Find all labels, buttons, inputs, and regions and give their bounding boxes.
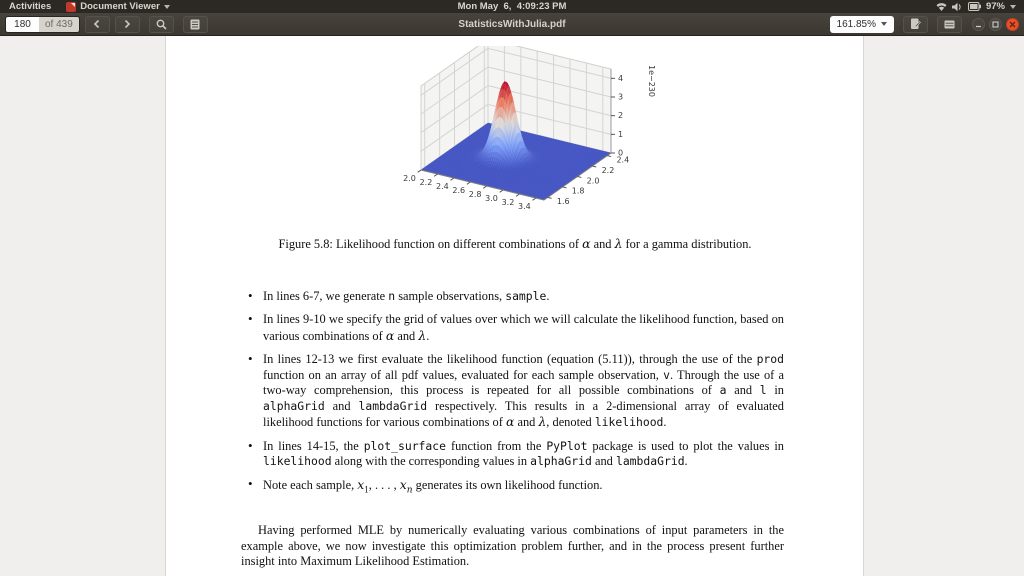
search-icon [156, 19, 167, 30]
annotation-icon [910, 18, 921, 30]
pdf-page [165, 36, 864, 576]
battery-icon [968, 2, 981, 11]
activities-button[interactable]: Activities [9, 1, 52, 12]
next-page-button[interactable] [115, 16, 140, 33]
bullet-list [263, 289, 784, 507]
close-icon [1009, 21, 1016, 28]
app-menu[interactable] [60, 0, 176, 13]
volume-icon [952, 2, 963, 12]
document-title: StatisticsWithJulia.pdf [458, 18, 566, 30]
wifi-icon [936, 2, 947, 12]
battery-percent: 97% [985, 1, 1005, 12]
minimize-icon [975, 21, 982, 28]
list-item: • In lines 14-15, the plot_surface function from the PyPlot package is used to plot the values in likelihood along with the corresponding values in alphaGrid and lambdaGrid. [263, 439, 784, 470]
system-tray[interactable] [936, 1, 1024, 12]
close-button[interactable] [1006, 18, 1019, 31]
gnome-top-bar [0, 0, 1024, 13]
hamburger-menu-icon [944, 20, 955, 29]
maximize-icon [992, 21, 999, 28]
list-item: • In lines 6-7, we generate n sample observations, sample. [263, 289, 784, 305]
minimize-button[interactable] [972, 18, 985, 31]
app-menu-label: Document Viewer [80, 1, 160, 12]
list-item: • Note each sample, $x_1$, . . . , $x_n$ generates its own likelihood function. [263, 477, 784, 499]
search-button[interactable] [149, 16, 174, 33]
chevron-left-icon [93, 19, 101, 29]
page-total-label: of 439 [39, 17, 79, 32]
window-controls [972, 18, 1019, 31]
menu-button[interactable] [937, 16, 962, 33]
chevron-down-icon [164, 5, 170, 9]
figure-5-8 [386, 46, 686, 231]
clock[interactable]: Mon May 6, 4:09:23 PM [457, 1, 567, 12]
side-pane-icon [190, 19, 200, 30]
document-viewer-app-icon [66, 2, 76, 12]
side-pane-toggle-button[interactable] [183, 16, 208, 33]
closing-paragraph: Having performed MLE by numerically evaluating various combinations of input parameters in the example above, we now investigate this optimization problem further, and in the process present further insight into Maximum Likelihood Estimation. [241, 523, 784, 569]
figure-surface-plot [386, 46, 686, 231]
zoom-level-dropdown[interactable] [830, 16, 894, 33]
chevron-down-icon [1010, 5, 1016, 9]
annotate-button[interactable] [903, 16, 928, 33]
zoom-level-value: 161.85% [836, 18, 876, 30]
page-number-entry[interactable] [5, 16, 80, 33]
previous-page-button[interactable] [85, 16, 110, 33]
evince-toolbar [0, 13, 1024, 36]
maximize-button[interactable] [989, 18, 1002, 31]
document-view[interactable] [0, 36, 1024, 576]
list-item: • In lines 12-13 we first evaluate the likelihood function (equation (5.11)), through the use of the prod function on an array of all pdf values, evaluated for each sample observation, v. Through the use of a two-way comprehension, this process is repeated for all possible combinations of a and l in alphaGrid and lambdaGrid respectively. This results in a 2-dimensional array of evaluated likelihood functions for various combinations of α and λ, denoted likelihood. [263, 352, 784, 431]
chevron-down-icon [881, 22, 887, 26]
page-number-input[interactable]: 180 [6, 17, 39, 32]
figure-caption: Figure 5.8: Likelihood function on different combinations of α and λ for a gamma distribution. [278, 236, 752, 251]
list-item: • In lines 9-10 we specify the grid of values over which we will calculate the likelihood function, based on various combinations of α and λ. [263, 312, 784, 344]
chevron-right-icon [123, 19, 131, 29]
